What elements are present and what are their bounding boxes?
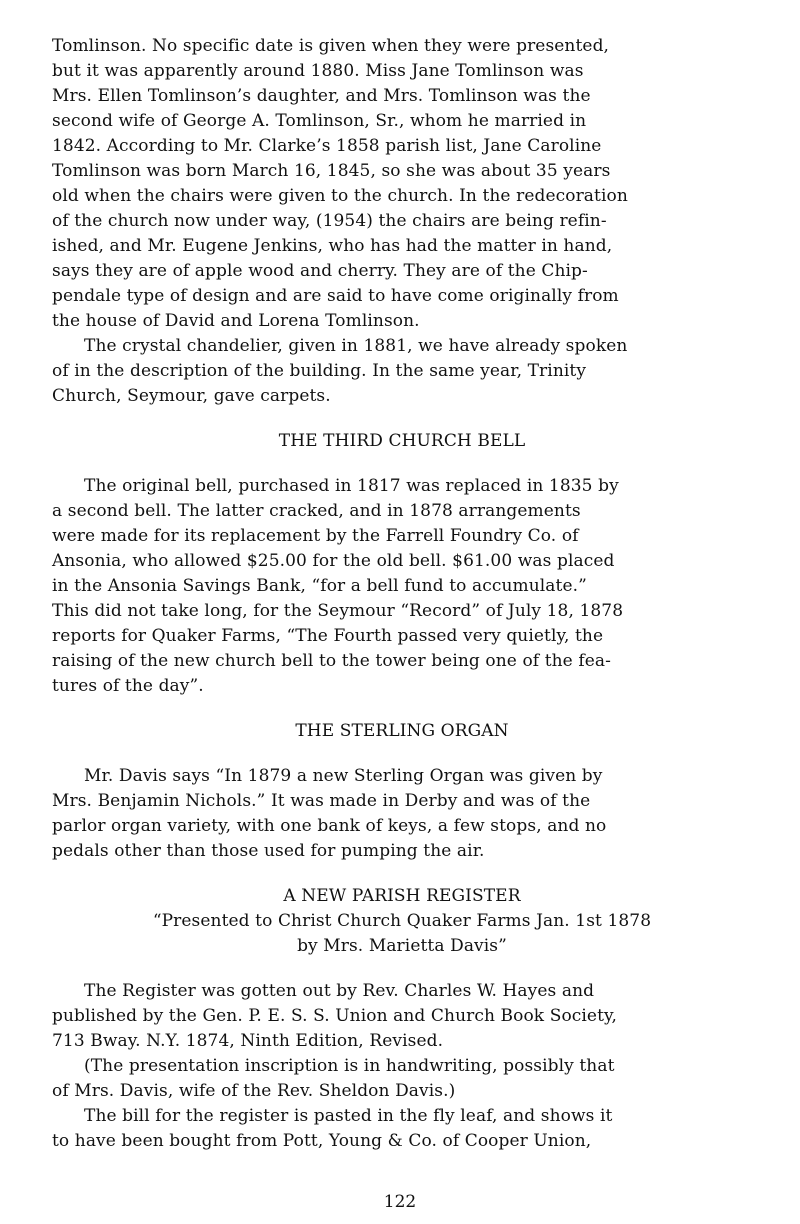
text-line: a second bell. The latter cracked, and in 1878 arrangements: [52, 501, 581, 521]
paragraph-chairs: [52, 34, 752, 334]
register-subtitle: [52, 909, 752, 959]
text-line: the house of David and Lorena Tomlinson.: [52, 311, 420, 331]
text-line: of in the description of the building. In the same year, Trinity: [52, 361, 587, 381]
text-line: This did not take long, for the Seymour “Record” of July 18, 1878: [52, 601, 624, 621]
text-line: old when the chairs were given to the church. In the redecoration: [52, 186, 628, 206]
paragraph-bell: [52, 474, 752, 699]
text-line: The original bell, purchased in 1817 was replaced in 1835 by: [84, 476, 619, 496]
paragraph-organ: [52, 764, 752, 864]
text-line: second wife of George A. Tomlinson, Sr., whom he married in: [52, 111, 587, 131]
text-line: Ansonia, who allowed $25.00 for the old bell. $61.00 was placed: [52, 551, 615, 571]
section-heading-bell: THE THIRD CHURCH BELL: [278, 431, 526, 451]
text-line: 1842. According to Mr. Clarke’s 1858 parish list, Jane Caroline: [52, 136, 602, 156]
text-line: The Register was gotten out by Rev. Charles W. Hayes and: [84, 981, 595, 1001]
text-line: Tomlinson. No specific date is given when they were presented,: [52, 36, 610, 56]
text-line: in the Ansonia Savings Bank, “for a bell fund to accumulate.”: [52, 576, 587, 596]
subtitle-line: “Presented to Christ Church Quaker Farms Jan. 1st 1878: [152, 911, 652, 931]
document-page: [52, 34, 752, 1154]
text-line: The crystal chandelier, given in 1881, we have already spoken: [84, 336, 628, 356]
text-line: but it was apparently around 1880. Miss Jane Tomlinson was: [52, 61, 584, 81]
section-heading-register: A NEW PARISH REGISTER: [283, 886, 521, 906]
paragraph-register: [52, 979, 752, 1054]
text-line: Mrs. Ellen Tomlinson’s daughter, and Mrs. Tomlinson was the: [52, 86, 591, 106]
text-line: tures of the day”.: [52, 676, 204, 696]
section-heading-organ: THE STERLING ORGAN: [295, 721, 509, 741]
text-line: raising of the new church bell to the tower being one of the fea-: [52, 651, 611, 671]
text-line: to have been bought from Pott, Young & Co. of Cooper Union,: [52, 1131, 592, 1151]
text-line: Church, Seymour, gave carpets.: [52, 386, 331, 406]
paragraph-bill: [52, 1104, 752, 1154]
paragraph-inscription: [52, 1054, 752, 1104]
text-line: of Mrs. Davis, wife of the Rev. Sheldon Davis.): [52, 1081, 456, 1101]
text-line: reports for Quaker Farms, “The Fourth passed very quietly, the: [52, 626, 604, 646]
text-line: Tomlinson was born March 16, 1845, so she was about 35 years: [52, 161, 611, 181]
text-line: Mr. Davis says “In 1879 a new Sterling Organ was given by: [84, 766, 603, 786]
text-line: were made for its replacement by the Farrell Foundry Co. of: [52, 526, 579, 546]
text-line: pedals other than those used for pumping the air.: [52, 841, 485, 861]
text-line: ished, and Mr. Eugene Jenkins, who has had the matter in hand,: [52, 236, 613, 256]
text-line: Mrs. Benjamin Nichols.” It was made in Derby and was of the: [52, 791, 591, 811]
text-line: says they are of apple wood and cherry. They are of the Chip-: [52, 261, 588, 281]
text-line: (The presentation inscription is in handwriting, possibly that: [84, 1056, 615, 1076]
text-line: pendale type of design and are said to have come originally from: [52, 286, 619, 306]
text-line: published by the Gen. P. E. S. S. Union and Church Book Society,: [52, 1006, 617, 1026]
text-line: The bill for the register is pasted in the fly leaf, and shows it: [84, 1106, 613, 1126]
text-line: 713 Bway. N.Y. 1874, Ninth Edition, Revised.: [52, 1031, 444, 1051]
paragraph-chandelier: [52, 334, 752, 409]
text-line: parlor organ variety, with one bank of keys, a few stops, and no: [52, 816, 607, 836]
text-line: of the church now under way, (1954) the chairs are being refin-: [52, 211, 607, 231]
subtitle-line: by Mrs. Marietta Davis”: [297, 936, 507, 956]
page-number: 122: [383, 1192, 417, 1212]
